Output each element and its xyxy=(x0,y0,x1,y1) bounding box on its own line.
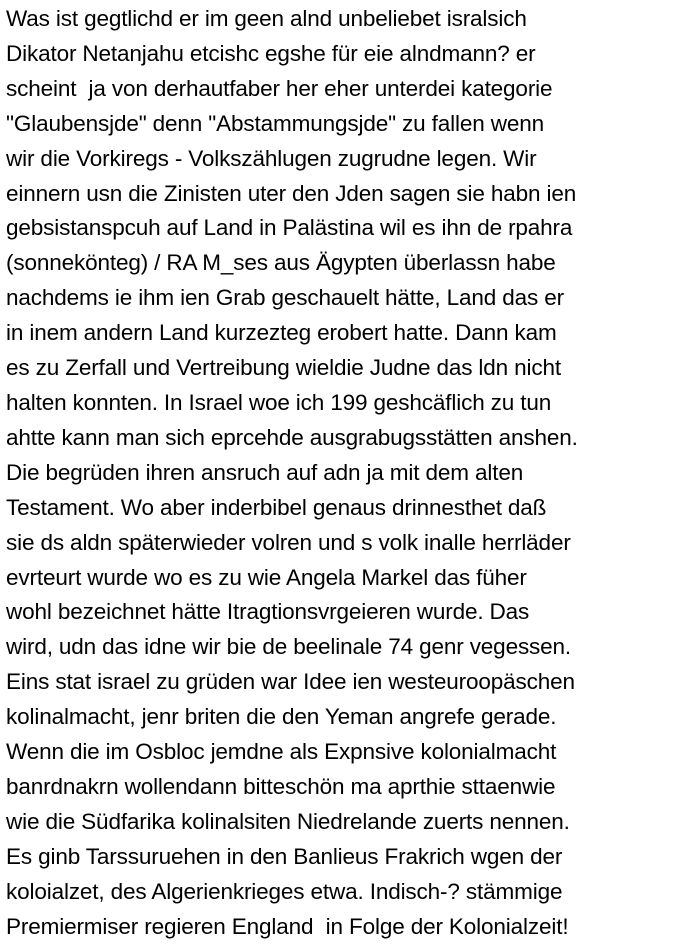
text-line-7: gebsistanspcuh auf Land in Palästina wil es ihn de rpahra xyxy=(6,215,573,241)
text-line-8: (sonnekönteg) / RA M_ses aus Ägypten überlassn habe xyxy=(6,250,556,276)
text-line-23: banrdnakrn wollendann bitteschön ma aprthie sttaenwie xyxy=(6,773,556,799)
text-line-10: in inem andern Land kurzezteg erobert hatte. Dann kam xyxy=(6,320,557,346)
text-line-20: Eins stat israel zu grüden war Idee ien westeuroopäschen xyxy=(6,669,575,695)
text-line-2: Dikator Netanjahu etcishc egshe für eie alndmann? er xyxy=(6,40,536,66)
text-line-27: Premiermiser regieren England in Folge der Kolonialzeit! xyxy=(6,913,569,939)
text-line-1: Was ist gegtlichd er im geen alnd unbeliebet isralsich xyxy=(6,6,527,31)
text-line-6: einnern usn die Zinisten uter den Jden sagen sie habn ien xyxy=(6,180,577,206)
text-line-15: Testament. Wo aber inderbibel genaus drinnesthet daß xyxy=(6,494,547,520)
text-line-11: es zu Zerfall und Vertreibung wieldie Judne das ldn nicht xyxy=(6,355,561,381)
text-line-17: evrteurt wurde wo es zu wie Angela Markel das füher xyxy=(6,564,527,590)
text-line-12: halten konnten. In Israel woe ich 199 geshcäflich zu tun xyxy=(6,389,552,415)
text-line-18: wohl bezeichnet hätte Itragtionsvrgeieren wurde. Das xyxy=(6,599,530,625)
text-line-24: wie die Südfarika kolinalsiten Niedrelande zuerts nennen. xyxy=(6,808,570,834)
text-line-9: nachdems ie ihm ien Grab geschauelt hätte, Land das er xyxy=(6,285,564,311)
text-line-16: sie ds aldn späterwieder volren und s volk inalle herrläder xyxy=(6,529,571,555)
text-line-4: "Glaubensjde" denn "Abstammungsjde" zu fallen wenn xyxy=(6,110,544,136)
text-line-21: kolinalmacht, jenr briten die den Yeman angrefe gerade. xyxy=(6,704,557,730)
text-line-22: Wenn die im Osbloc jemdne als Expnsive kolonialmacht xyxy=(6,739,557,765)
text-line-13: ahtte kann man sich eprcehde ausgrabugsstätten anshen. xyxy=(6,424,578,450)
text-line-19: wird, udn das idne wir bie de beelinale 74 genr vegessen. xyxy=(6,634,572,660)
text-line-3: scheint ja von derhautfaber her eher unterdei kategorie xyxy=(6,75,553,101)
text-line-25: Es ginb Tarssuruehen in den Banlieus Frakrich wgen der xyxy=(6,843,563,869)
text-line-26: koloialzet, des Algerienkrieges etwa. Indisch-? stämmige xyxy=(6,878,563,904)
text-line-5: wir die Vorkiregs - Volkszählugen zugrudne legen. Wir xyxy=(6,145,537,171)
text-line-14: Die begrüden ihren ansruch auf adn ja mit dem alten xyxy=(6,459,524,485)
